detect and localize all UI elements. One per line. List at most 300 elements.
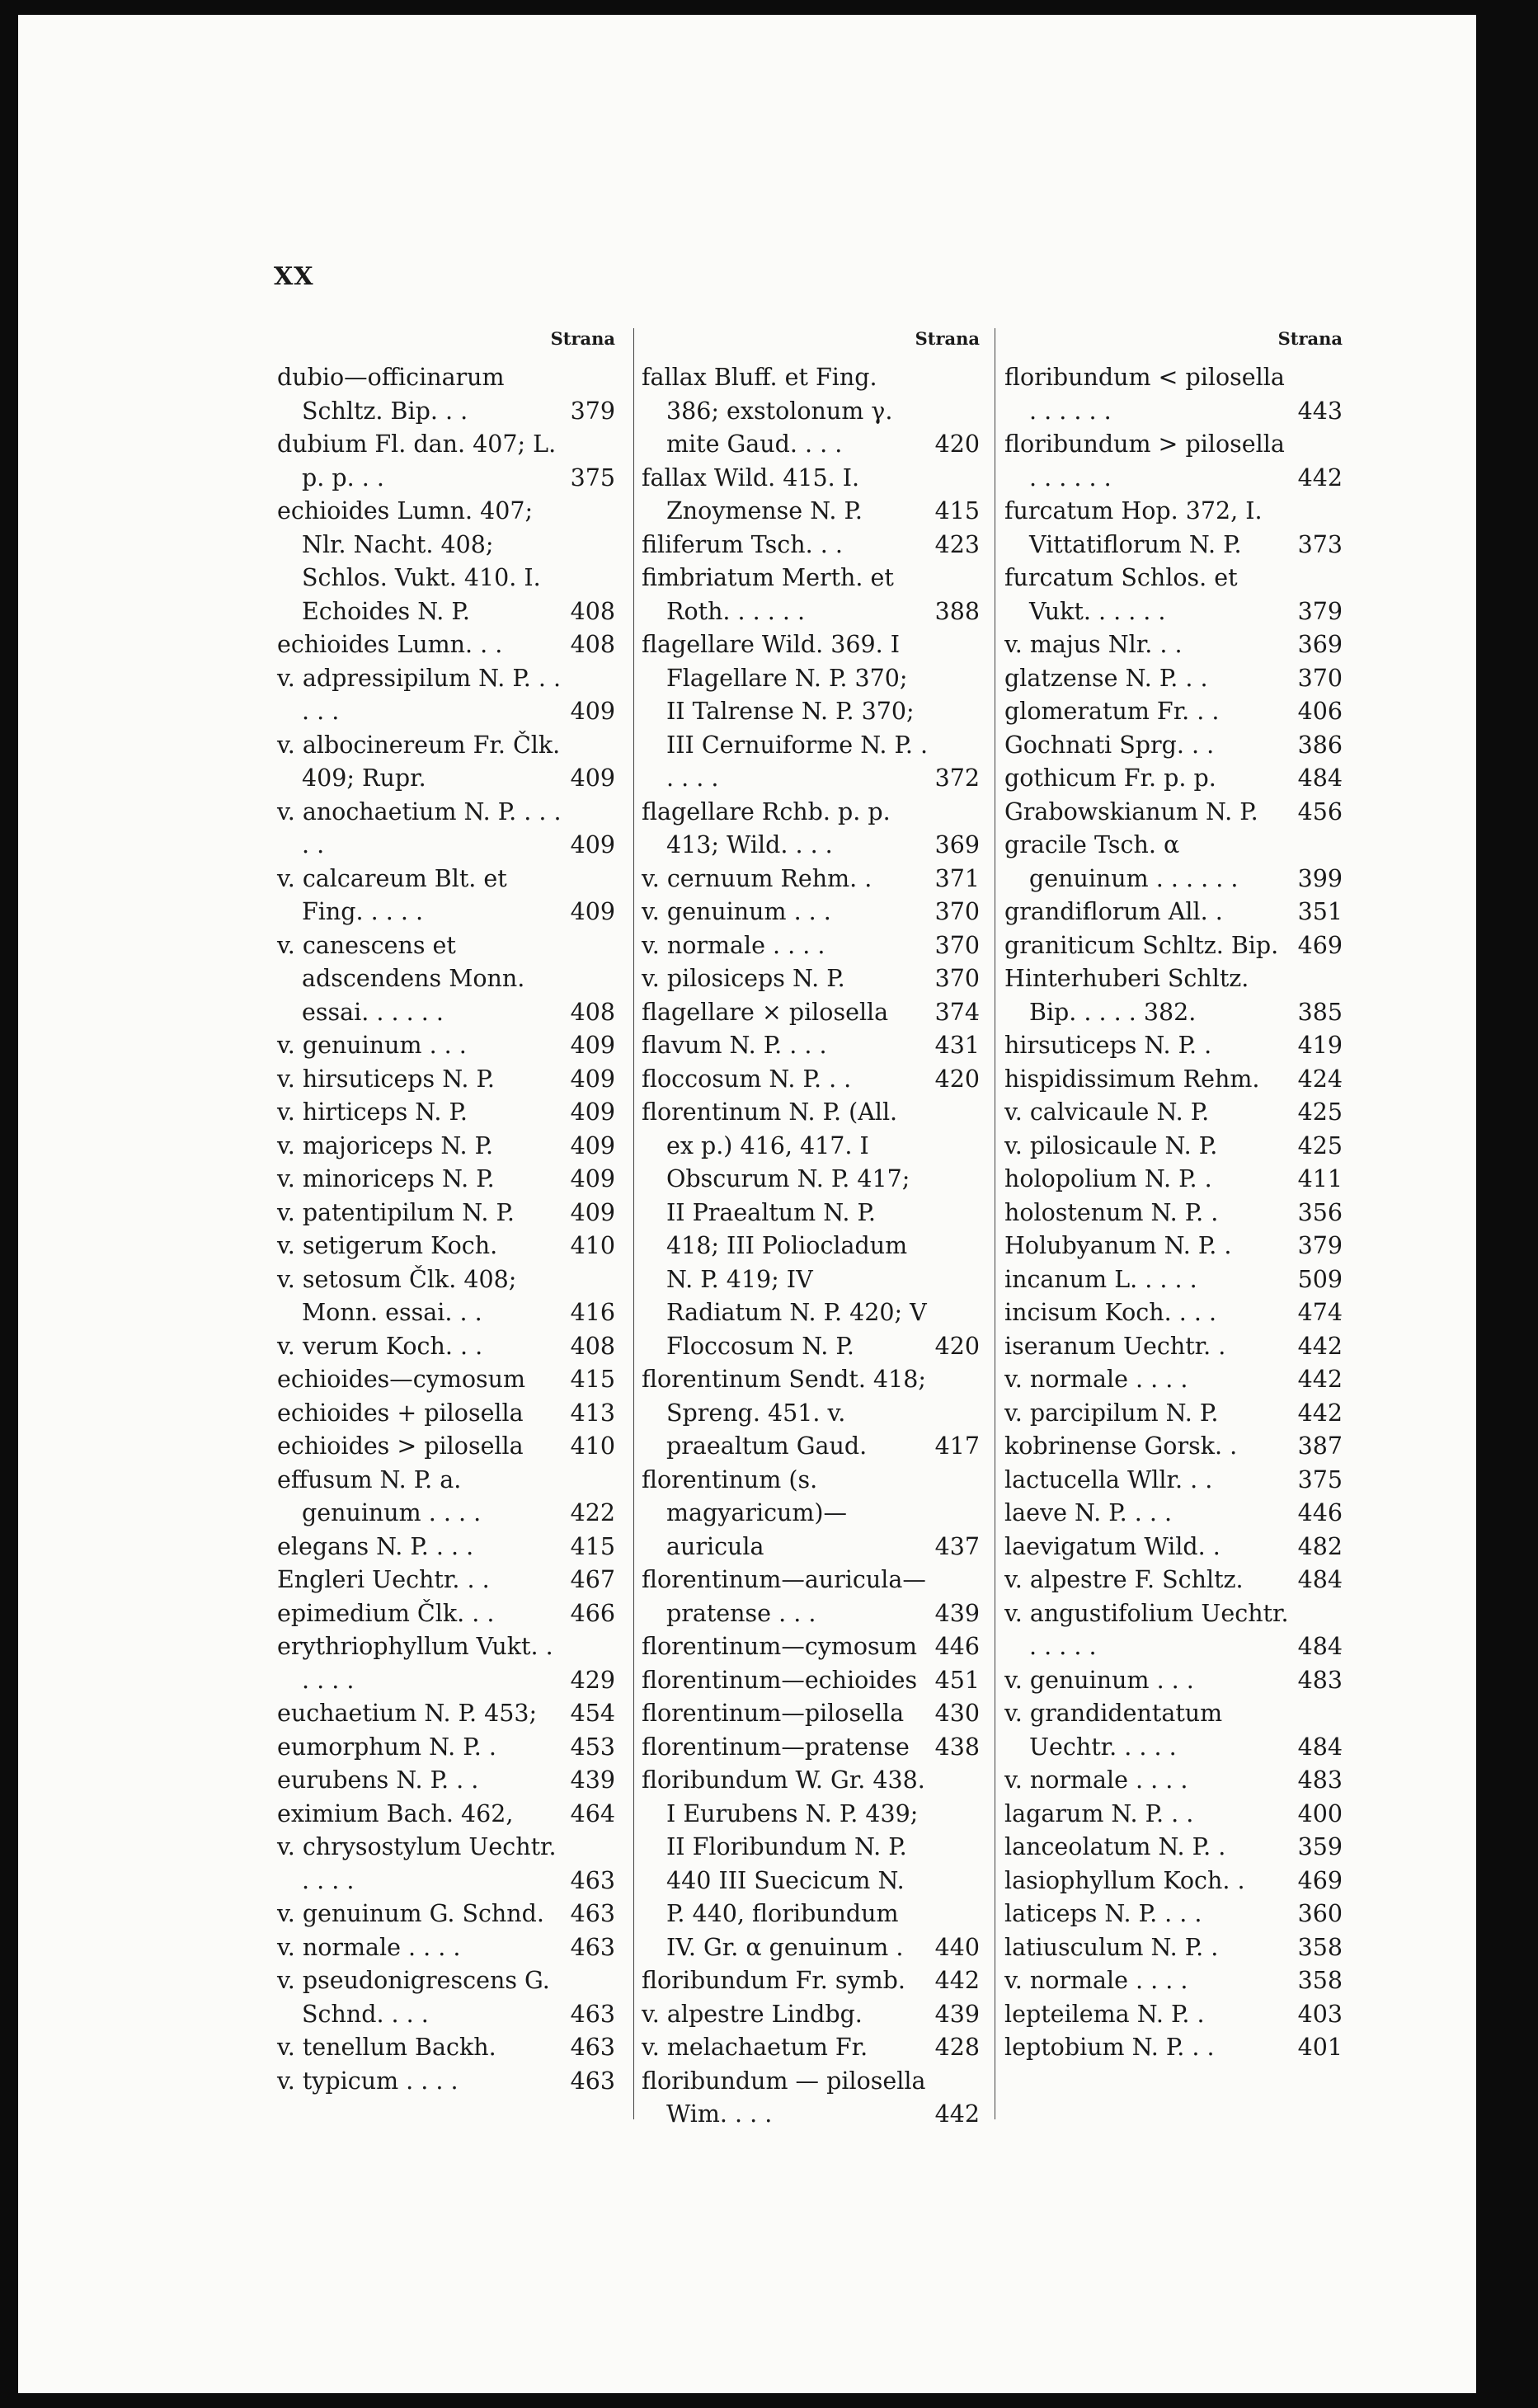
entry-term: v. setosum Člk. 408; Monn. essai. . .	[277, 1265, 517, 1326]
entry-term: lactucella Wllr. . .	[1004, 1465, 1213, 1493]
entry-term: flavum N. P. . . .	[642, 1032, 827, 1059]
index-entry	[1004, 1464, 1343, 1498]
index-entry	[1004, 628, 1343, 662]
entry-page: 437	[934, 1532, 980, 1560]
index-entry	[277, 1430, 615, 1464]
index-entry	[642, 1096, 980, 1363]
entry-page: 410	[570, 1232, 615, 1259]
index-entry	[277, 1931, 615, 1965]
entry-term: v. grandidentatum Uechtr. . . . .	[1004, 1700, 1223, 1761]
index-entry	[1004, 1363, 1343, 1397]
entry-term: flagellare Rchb. p. p. 413; Wild. . . .	[642, 797, 891, 858]
entry-term: holopolium N. P. .	[1004, 1165, 1212, 1192]
entry-page: 428	[934, 2034, 980, 2061]
entry-page: 409	[570, 898, 615, 925]
index-entry	[1004, 1564, 1343, 1597]
entry-page: 417	[934, 1432, 980, 1460]
entry-page: 409	[570, 764, 615, 792]
entry-term: eumorphum N. P. .	[277, 1733, 496, 1761]
index-entry	[277, 1630, 615, 1697]
index-entry	[642, 1029, 980, 1063]
entry-page: 456	[1297, 797, 1343, 825]
index-entry	[642, 628, 980, 796]
entry-term: incisum Koch. . . .	[1004, 1299, 1217, 1326]
column-header-strana: Strana	[550, 328, 615, 349]
index-entry	[277, 1197, 615, 1230]
entry-page: 356	[1297, 1198, 1343, 1226]
index-entry	[1004, 1096, 1343, 1130]
entry-page: 466	[570, 1599, 615, 1627]
entry-term: iseranum Uechtr. .	[1004, 1332, 1226, 1360]
entry-term: florentinum—pratense	[642, 1733, 910, 1761]
index-entry	[642, 529, 980, 562]
index-entry	[1004, 1330, 1343, 1364]
entry-page: 469	[1297, 931, 1343, 959]
entry-page: 423	[934, 530, 980, 558]
entry-term: flagellare Wild. 369. I Flagellare N. P. 370; II Talrense N. P. 370; III Cernuiforme N. P. . . . . .	[642, 631, 929, 792]
page-number: XX	[274, 262, 314, 291]
index-entry	[1004, 1764, 1343, 1798]
index-entry	[642, 1998, 980, 2032]
entry-term: Engleri Uechtr. . .	[277, 1566, 490, 1593]
index-entry	[277, 1798, 615, 1832]
index-entry	[277, 1363, 615, 1397]
entry-page: 424	[1297, 1065, 1343, 1093]
entry-term: v. genuinum . . .	[277, 1032, 467, 1059]
entry-term: v. calcareum Blt. et Fing. . . . .	[277, 864, 507, 925]
entry-page: 415	[570, 1366, 615, 1393]
entry-page: 409	[570, 1198, 615, 1226]
entry-term: v. minoriceps N. P.	[277, 1165, 495, 1192]
index-entry	[1004, 1664, 1343, 1698]
entry-page: 379	[1297, 597, 1343, 625]
entry-page: 446	[1297, 1499, 1343, 1526]
entry-term: echioides—cymosum	[277, 1366, 526, 1393]
entry-term: lanceolatum N. P. .	[1004, 1833, 1226, 1860]
index-entry	[642, 1564, 980, 1630]
entry-page: 409	[570, 1032, 615, 1059]
entry-page: 408	[570, 597, 615, 625]
index-column	[1004, 328, 1343, 2065]
index-entry	[1004, 562, 1343, 628]
entry-page: 420	[934, 430, 980, 458]
index-entry	[1004, 1831, 1343, 1865]
entry-term: v. verum Koch. . .	[277, 1332, 483, 1360]
entry-page: 431	[934, 1032, 980, 1059]
entry-term: fimbriatum Merth. et Roth. . . . . .	[642, 564, 894, 625]
entry-term: glomeratum Fr. . .	[1004, 698, 1220, 725]
entry-term: florentinum Sendt. 418; Spreng. 451. v. praealtum Gaud.	[642, 1366, 926, 1460]
index-entry	[1004, 361, 1343, 428]
entry-term: floribundum < pilosella . . . . . .	[1004, 364, 1285, 425]
entry-term: echioides + pilosella	[277, 1399, 524, 1427]
index-entry	[1004, 1397, 1343, 1431]
entry-page: 439	[934, 1599, 980, 1627]
entry-page: 463	[570, 1866, 615, 1894]
entry-term: floribundum Fr. symb.	[642, 1967, 905, 1994]
entry-page: 415	[934, 497, 980, 524]
index-entry	[642, 1363, 980, 1464]
entry-term: v. normale . . . .	[277, 1933, 461, 1961]
index-entry	[277, 1230, 615, 1263]
entry-page: 483	[1297, 1666, 1343, 1694]
index-entry	[642, 1063, 980, 1097]
index-entry	[277, 1464, 615, 1531]
index-entry	[1004, 829, 1343, 896]
entry-term: v. genuinum G. Schnd.	[277, 1900, 544, 1927]
index-entry	[1004, 2031, 1343, 2065]
entry-page: 409	[570, 1131, 615, 1159]
index-entry	[1004, 1931, 1343, 1965]
index-entry	[277, 1697, 615, 1731]
entry-term: laevigatum Wild. .	[1004, 1532, 1221, 1560]
entry-page: 387	[1297, 1432, 1343, 1460]
entry-page: 409	[570, 1165, 615, 1192]
entry-term: echioides > pilosella	[277, 1432, 524, 1460]
index-entry	[277, 1831, 615, 1898]
entry-page: 379	[1297, 1232, 1343, 1259]
entry-page: 416	[570, 1299, 615, 1326]
index-entry	[1004, 1531, 1343, 1564]
entry-term: v. alpestre Lindbg.	[642, 2000, 863, 2028]
index-entry	[277, 1397, 615, 1431]
index-column	[642, 328, 980, 2132]
entry-page: 358	[1297, 1967, 1343, 1994]
entry-term: v. pilosiceps N. P.	[642, 965, 845, 992]
entry-term: floribundum > pilosella . . . . . .	[1004, 430, 1285, 491]
entry-term: Gochnati Sprg. . .	[1004, 731, 1215, 759]
entry-page: 370	[934, 931, 980, 959]
index-entry	[1004, 662, 1343, 696]
entry-term: v. alpestre F. Schltz.	[1004, 1566, 1244, 1593]
entry-term: hirsuticeps N. P. .	[1004, 1032, 1212, 1059]
column-header-strana: Strana	[1277, 328, 1343, 349]
entry-term: v. hirticeps N. P.	[277, 1098, 468, 1126]
index-entry	[1004, 695, 1343, 729]
index-entry	[1004, 1597, 1343, 1664]
entry-page: 509	[1297, 1265, 1343, 1293]
entry-term: eurubens N. P. . .	[277, 1766, 479, 1794]
entry-page: 425	[1297, 1098, 1343, 1126]
entry-term: Hinterhuberi Schltz. Bip. . . . . 382.	[1004, 965, 1249, 1026]
index-entry	[1004, 1865, 1343, 1898]
index-entry	[1004, 896, 1343, 929]
entry-page: 484	[1297, 1566, 1343, 1593]
entry-page: 370	[934, 898, 980, 925]
entry-page: 374	[934, 998, 980, 1026]
entry-term: v. albocinereum Fr. Člk. 409; Rupr.	[277, 731, 561, 792]
entry-term: lepteilema N. P. .	[1004, 2000, 1205, 2028]
entry-term: v. setigerum Koch.	[277, 1232, 498, 1259]
entry-term: v. pilosicaule N. P.	[1004, 1131, 1218, 1159]
index-entry	[277, 361, 615, 428]
entry-term: furcatum Hop. 372, I. Vittatiflorum N. P.	[1004, 497, 1263, 558]
index-entry	[1004, 1898, 1343, 1931]
entry-page: 439	[570, 1766, 615, 1794]
entry-page: 474	[1297, 1299, 1343, 1326]
entry-page: 400	[1297, 1799, 1343, 1827]
index-entry	[642, 2031, 980, 2065]
entry-term: incanum L. . . . .	[1004, 1265, 1197, 1293]
entry-term: Grabowskianum N. P.	[1004, 797, 1258, 825]
entry-page: 430	[934, 1700, 980, 1727]
entry-page: 425	[1297, 1131, 1343, 1159]
entry-term: furcatum Schlos. et Vukt. . . . . .	[1004, 564, 1238, 625]
entry-page: 369	[934, 831, 980, 858]
entry-term: euchaetium N. P. 453;	[277, 1700, 538, 1727]
entry-page: 483	[1297, 1766, 1343, 1794]
entry-term: v. normale . . . .	[1004, 1766, 1188, 1794]
entry-page: 375	[1297, 1465, 1343, 1493]
index-entry	[1004, 1964, 1343, 1998]
entry-term: v. adpressipilum N. P. . . . . .	[277, 664, 562, 725]
entry-page: 442	[934, 1967, 980, 1994]
entry-page: 413	[570, 1399, 615, 1427]
entry-page: 385	[1297, 998, 1343, 1026]
entry-term: v. cernuum Rehm. .	[642, 864, 872, 892]
entry-term: fallax Bluff. et Fing. 386; exstolonum γ. mite Gaud. . . .	[642, 364, 893, 458]
index-entry	[1004, 1697, 1343, 1764]
entry-page: 409	[570, 831, 615, 858]
entry-term: kobrinense Gorsk. .	[1004, 1432, 1238, 1460]
entry-page: 379	[570, 397, 615, 425]
entry-page: 360	[1297, 1900, 1343, 1927]
index-entry	[642, 2065, 980, 2132]
entry-page: 409	[570, 1065, 615, 1093]
entry-page: 406	[1297, 698, 1343, 725]
entry-term: v. normale . . . .	[642, 931, 825, 959]
entry-page: 372	[934, 764, 980, 792]
entry-term: florentinum (s. magyaricum)—auricula	[642, 1465, 848, 1560]
index-entry	[277, 1764, 615, 1798]
entry-term: v. majus Nlr. . .	[1004, 631, 1183, 658]
entry-page: 420	[934, 1332, 980, 1360]
index-entry	[1004, 762, 1343, 796]
entry-page: 388	[934, 597, 980, 625]
index-entry	[642, 1697, 980, 1731]
index-entry	[277, 495, 615, 628]
index-entry	[277, 1163, 615, 1197]
entry-page: 422	[570, 1499, 615, 1526]
entry-term: v. hirsuticeps N. P.	[277, 1065, 495, 1093]
entry-page: 440	[934, 1933, 980, 1961]
entry-page: 429	[570, 1666, 615, 1694]
entry-page: 370	[934, 965, 980, 992]
entry-page: 419	[1297, 1032, 1343, 1059]
index-entry	[1004, 495, 1343, 562]
index-entry	[277, 628, 615, 662]
entry-page: 442	[934, 2100, 980, 2128]
entry-term: v. pseudonigrescens G. Schnd. . . .	[277, 1967, 550, 2028]
entry-page: 373	[1297, 530, 1343, 558]
entry-term: v. chrysostylum Uechtr. . . . .	[277, 1833, 557, 1894]
entry-page: 371	[934, 864, 980, 892]
entry-term: floccosum N. P. . .	[642, 1065, 852, 1093]
entry-page: 415	[570, 1532, 615, 1560]
entry-term: elegans N. P. . . .	[277, 1532, 474, 1560]
index-entry	[277, 1330, 615, 1364]
index-entry	[642, 361, 980, 462]
entry-page: 351	[1297, 898, 1343, 925]
index-entry	[1004, 1197, 1343, 1230]
entry-term: Holubyanum N. P. .	[1004, 1232, 1232, 1259]
entry-page: 463	[570, 1933, 615, 1961]
entry-page: 420	[934, 1065, 980, 1093]
entry-term: v. typicum . . . .	[277, 2067, 459, 2095]
index-entry	[1004, 1163, 1343, 1197]
entry-term: v. calvicaule N. P.	[1004, 1098, 1210, 1126]
entry-term: latiusculum N. P. .	[1004, 1933, 1219, 1961]
index-entry	[277, 1263, 615, 1330]
index-entry	[1004, 929, 1343, 963]
entry-page: 467	[570, 1566, 615, 1593]
index-entry	[277, 796, 615, 863]
entry-page: 410	[570, 1432, 615, 1460]
index-entry	[277, 428, 615, 495]
entry-term: v. melachaetum Fr.	[642, 2034, 868, 2061]
index-entry	[1004, 1430, 1343, 1464]
entry-term: laticeps N. P. . . .	[1004, 1900, 1202, 1927]
index-entry	[642, 562, 980, 628]
entry-page: 463	[570, 2034, 615, 2061]
index-entry	[277, 1063, 615, 1097]
entry-term: v. tenellum Backh.	[277, 2034, 496, 2061]
entry-term: florentinum—echioides	[642, 1666, 918, 1694]
index-entry	[277, 2031, 615, 2065]
entry-term: epimedium Člk. . .	[277, 1599, 495, 1627]
entry-page: 463	[570, 2000, 615, 2028]
entry-term: lagarum N. P. . .	[1004, 1799, 1194, 1827]
entry-page: 401	[1297, 2034, 1343, 2061]
index-entry	[1004, 796, 1343, 830]
entry-term: erythriophyllum Vukt. . . . . .	[277, 1633, 553, 1694]
entry-term: v. anochaetium N. P. . . . . .	[277, 797, 562, 858]
index-entry	[1004, 1798, 1343, 1832]
entry-page: 439	[934, 2000, 980, 2028]
entry-page: 411	[1297, 1165, 1343, 1192]
index-entry	[277, 662, 615, 729]
index-entry	[277, 863, 615, 929]
entry-page: 358	[1297, 1933, 1343, 1961]
entry-term: fallax Wild. 415. I. Znoymense N. P.	[642, 463, 863, 524]
index-entry	[1004, 1296, 1343, 1330]
entry-page: 409	[570, 698, 615, 725]
entry-term: dubium Fl. dan. 407; L. p. p. . .	[277, 430, 557, 491]
index-entry	[642, 962, 980, 996]
index-entry	[642, 1964, 980, 1998]
entry-term: floribundum — pilosella Wim. . . .	[642, 2067, 926, 2128]
index-column	[277, 328, 615, 2098]
entry-page: 408	[570, 631, 615, 658]
entry-page: 409	[570, 1098, 615, 1126]
entry-page: 451	[934, 1666, 980, 1694]
index-entry	[642, 1731, 980, 1765]
index-entry	[1004, 1063, 1343, 1097]
entry-page: 408	[570, 998, 615, 1026]
entry-term: holostenum N. P. .	[1004, 1198, 1219, 1226]
entry-page: 359	[1297, 1833, 1343, 1860]
entry-page: 469	[1297, 1866, 1343, 1894]
index-entry	[642, 462, 980, 529]
entry-term: v. genuinum . . .	[642, 898, 831, 925]
entry-term: filiferum Tsch. . .	[642, 530, 843, 558]
index-entry	[277, 929, 615, 1030]
entry-term: v. normale . . . .	[1004, 1967, 1188, 1994]
entry-term: effusum N. P. a. genuinum . . . .	[277, 1465, 482, 1526]
entry-term: florentinum—auricula—pratense . . .	[642, 1566, 926, 1627]
index-entry	[277, 1096, 615, 1130]
entry-term: v. patentipilum N. P.	[277, 1198, 515, 1226]
entry-page: 442	[1297, 1366, 1343, 1393]
index-entry	[642, 929, 980, 963]
entry-page: 446	[934, 1633, 980, 1660]
entry-page: 442	[1297, 1332, 1343, 1360]
entry-term: eximium Bach. 462,	[277, 1799, 514, 1827]
index-entry	[642, 996, 980, 1030]
index-entry	[277, 1029, 615, 1063]
index-entry	[277, 1564, 615, 1597]
index-entry	[642, 1764, 980, 1964]
entry-page: 484	[1297, 1733, 1343, 1761]
index-entry	[1004, 1230, 1343, 1263]
column-header-strana: Strana	[915, 328, 980, 349]
entry-term: lasiophyllum Koch. .	[1004, 1866, 1245, 1894]
entry-term: grandiflorum All. .	[1004, 898, 1223, 925]
entry-page: 484	[1297, 764, 1343, 792]
column-divider	[633, 328, 634, 2119]
index-entry	[642, 896, 980, 929]
index-entry	[277, 1130, 615, 1164]
index-entry	[277, 1731, 615, 1765]
index-entry	[1004, 1998, 1343, 2032]
entry-page: 482	[1297, 1532, 1343, 1560]
entry-term: gothicum Fr. p. p.	[1004, 764, 1216, 792]
index-entry	[642, 863, 980, 896]
entry-term: v. genuinum . . .	[1004, 1666, 1194, 1694]
index-entry	[1004, 1263, 1343, 1297]
entry-term: florentinum—cymosum	[642, 1633, 918, 1660]
entry-page: 369	[1297, 631, 1343, 658]
entry-term: echioides Lumn. . .	[277, 631, 503, 658]
entry-page: 484	[1297, 1633, 1343, 1660]
entry-term: echioides Lumn. 407; Nlr. Nacht. 408; Schlos. Vukt. 410. I. Echoides N. P.	[277, 497, 541, 625]
entry-term: florentinum—pilosella	[642, 1700, 905, 1727]
entry-page: 442	[1297, 1399, 1343, 1427]
index-entry	[1004, 1497, 1343, 1531]
entry-page: 399	[1297, 864, 1343, 892]
entry-term: dubio—officinarum Schltz. Bip. . .	[277, 364, 505, 425]
entry-term: v. canescens et adscendens Monn. essai. . . . . .	[277, 931, 525, 1026]
entry-page: 438	[934, 1733, 980, 1761]
entry-page: 453	[570, 1733, 615, 1761]
index-entry	[1004, 729, 1343, 763]
index-entry	[1004, 962, 1343, 1029]
index-entry	[1004, 1029, 1343, 1063]
entry-term: graniticum Schltz. Bip.	[1004, 931, 1279, 959]
entry-term: hispidissimum Rehm.	[1004, 1065, 1260, 1093]
index-entry	[277, 729, 615, 796]
entry-term: leptobium N. P. . .	[1004, 2034, 1215, 2061]
entry-page: 443	[1297, 397, 1343, 425]
entry-page: 454	[570, 1700, 615, 1727]
index-entry	[277, 1898, 615, 1931]
index-entry	[642, 1464, 980, 1564]
index-entry	[277, 2065, 615, 2099]
index-entry	[277, 1964, 615, 2031]
entry-term: v. normale . . . .	[1004, 1366, 1188, 1393]
entry-page: 464	[570, 1799, 615, 1827]
index-entry	[277, 1531, 615, 1564]
